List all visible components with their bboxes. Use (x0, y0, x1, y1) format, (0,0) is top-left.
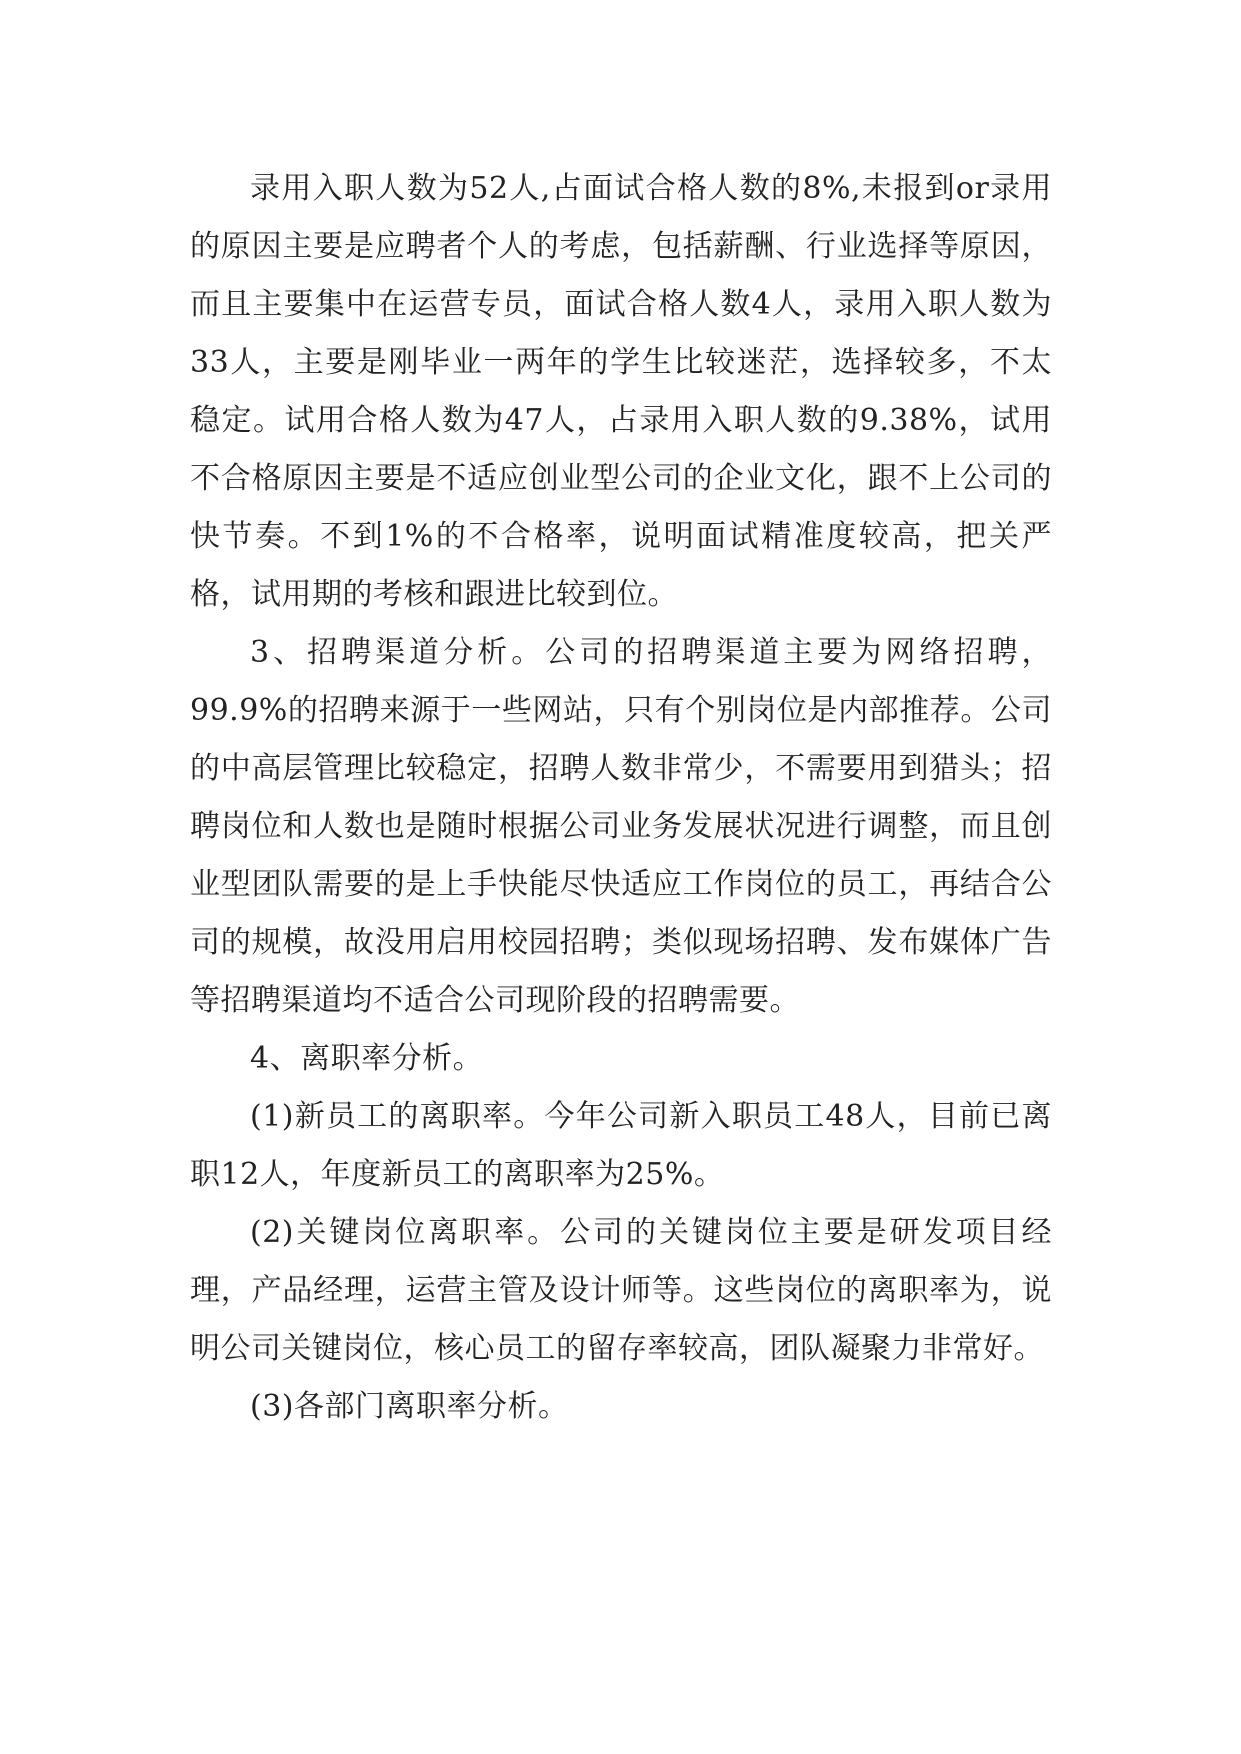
paragraph-hiring-stats: 录用入职人数为52人,占面试合格人数的8%,未报到or录用的原因主要是应聘者个人的考虑，包括薪酬、行业选择等原因，而且主要集中在运营专员，面试合格人数4人，录用入职人数为33人，主要是刚毕业一两年的学生比较迷茫，选择较多，不太稳定。试用合格人数为47人，占录用入职人数的9.38%，试用不合格原因主要是不适应创业型公司的企业文化，跟不上公司的快节奏。不到1%的不合格率，说明面试精准度较高，把关严格，试用期的考核和跟进比较到位。 (190, 171, 1052, 612)
paragraph-recruitment-channels: 3、招聘渠道分析。公司的招聘渠道主要为网络招聘，99.9%的招聘来源于一些网站，只有个别岗位是内部推荐。公司的中高层管理比较稳定，招聘人数非常少，不需要用到猎头；招聘岗位和人数也是随时根据公司业务发展状况进行调整，而且创业型团队需要的是上手快能尽快适应工作岗位的员工，再结合公司的规模，故没用启用校园招聘；类似现场招聘、发布媒体广告等招聘渠道均不适合公司现阶段的招聘需要。 (190, 635, 1052, 1018)
paragraph-key-position-turnover: (2)关键岗位离职率。公司的关键岗位主要是研发项目经理，产品经理，运营主管及设计师等。这些岗位的离职率为，说明公司关键岗位，核心员工的留存率较高，团队凝聚力非常好。 (190, 1215, 1052, 1366)
paragraph-department-turnover: (3)各部门离职率分析。 (250, 1389, 569, 1424)
paragraph-new-employee-turnover: (1)新员工的离职率。今年公司新入职员工48人，目前已离职12人，年度新员工的离职率为25%。 (190, 1099, 1052, 1192)
paragraph-turnover-heading: 4、离职率分析。 (250, 1041, 484, 1076)
document-body (190, 160, 1052, 1436)
